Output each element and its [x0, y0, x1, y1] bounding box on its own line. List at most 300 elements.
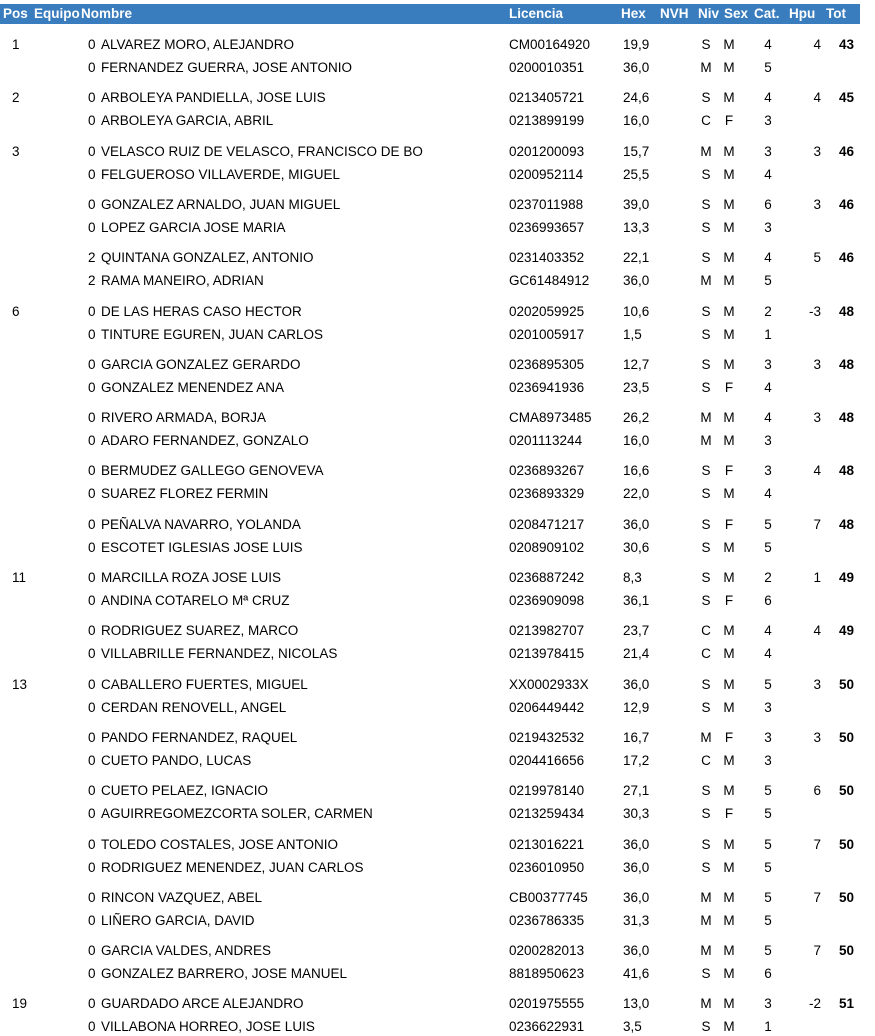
player-name: MARCILLA ROZA JOSE LUIS	[101, 570, 282, 585]
result-group	[0, 987, 875, 1035]
team-cell: 0	[88, 517, 96, 532]
license-cell: CB00377745	[509, 890, 588, 905]
player-name: AGUIRREGOMEZCORTA SOLER, CARMEN	[101, 806, 373, 821]
category-cell: 3	[764, 996, 772, 1011]
sex-cell: M	[723, 753, 735, 768]
handicap-cell: 12,9	[623, 700, 650, 715]
hpu-cell: 3	[813, 677, 821, 692]
category-cell: 4	[764, 90, 772, 105]
hpu-cell: 4	[813, 90, 821, 105]
sex-cell: M	[723, 433, 735, 448]
player-name: ALVAREZ MORO, ALEJANDRO	[101, 37, 295, 52]
result-group	[0, 668, 875, 716]
total-cell: 46	[838, 197, 854, 212]
category-cell: 5	[764, 860, 772, 875]
player-name: DE LAS HERAS CASO HECTOR	[101, 304, 302, 319]
level-cell: S	[701, 677, 711, 692]
hpu-cell: 7	[813, 517, 821, 532]
team-cell: 0	[88, 357, 96, 372]
total-cell: 49	[838, 623, 854, 638]
category-cell: 3	[764, 220, 772, 235]
player-name: VILLABONA HORREO, JOSE LUIS	[101, 1019, 315, 1034]
level-cell: M	[700, 913, 712, 928]
level-cell: S	[701, 1019, 711, 1034]
header-nombre: Nombre	[81, 6, 133, 21]
player-name: CABALLERO FUERTES, MIGUEL	[101, 677, 308, 692]
header-licencia: Licencia	[509, 6, 564, 21]
license-cell: 0236895305	[509, 357, 585, 372]
level-cell: S	[701, 463, 711, 478]
table-header	[0, 4, 860, 24]
hpu-cell: 7	[813, 943, 821, 958]
total-cell: 48	[838, 463, 854, 478]
hpu-cell: 3	[813, 357, 821, 372]
hpu-cell: 3	[813, 197, 821, 212]
total-cell: 50	[838, 837, 854, 852]
total-cell: 50	[838, 943, 854, 958]
hpu-cell: 4	[813, 623, 821, 638]
category-cell: 5	[764, 517, 772, 532]
player-name: VELASCO RUIZ DE VELASCO, FRANCISCO DE BO	[101, 144, 423, 159]
level-cell: S	[701, 540, 711, 555]
sex-cell: M	[723, 90, 735, 105]
level-cell: S	[701, 860, 711, 875]
team-cell: 0	[88, 304, 96, 319]
category-cell: 4	[764, 486, 772, 501]
team-cell: 0	[88, 623, 96, 638]
sex-cell: M	[723, 860, 735, 875]
handicap-cell: 27,1	[623, 783, 650, 798]
team-cell: 0	[88, 327, 96, 342]
team-cell: 0	[88, 220, 96, 235]
sex-cell: F	[724, 806, 734, 821]
header-tot: Tot	[826, 6, 846, 21]
player-name: GARCIA GONZALEZ GERARDO	[101, 357, 301, 372]
license-cell: CM00164920	[509, 37, 591, 52]
license-cell: 0200952114	[509, 167, 584, 182]
category-cell: 3	[764, 700, 772, 715]
player-name: LIÑERO GARCIA, DAVID	[101, 913, 255, 928]
license-cell: 0201113244	[509, 433, 583, 448]
team-cell: 0	[88, 730, 96, 745]
handicap-cell: 36,0	[623, 943, 650, 958]
category-cell: 1	[764, 1019, 772, 1034]
total-cell: 50	[838, 730, 854, 745]
license-cell: 0204416656	[509, 753, 585, 768]
level-cell: M	[700, 996, 712, 1011]
player-name: GONZALEZ MENENDEZ ANA	[101, 380, 285, 395]
category-cell: 3	[764, 433, 772, 448]
player-name: RODRIGUEZ SUAREZ, MARCO	[101, 623, 299, 638]
player-name: QUINTANA GONZALEZ, ANTONIO	[101, 250, 314, 265]
sex-cell: M	[723, 913, 735, 928]
team-cell: 0	[88, 37, 96, 52]
handicap-cell: 22,0	[623, 486, 650, 501]
handicap-cell: 22,1	[623, 250, 650, 265]
result-group	[0, 561, 875, 609]
level-cell: S	[701, 304, 711, 319]
player-name: PANDO FERNANDEZ, RAQUEL	[101, 730, 298, 745]
hpu-cell: 1	[813, 570, 821, 585]
category-cell: 5	[764, 890, 772, 905]
level-cell: M	[700, 410, 712, 425]
result-group	[0, 828, 875, 876]
team-cell: 0	[88, 677, 96, 692]
handicap-cell: 31,3	[623, 913, 650, 928]
header-cat: Cat.	[754, 6, 780, 21]
category-cell: 5	[764, 60, 772, 75]
level-cell: S	[701, 570, 711, 585]
player-name: TINTURE EGUREN, JUAN CARLOS	[101, 327, 324, 342]
license-cell: 0201200093	[509, 144, 585, 159]
category-cell: 3	[764, 357, 772, 372]
hpu-cell: 3	[813, 410, 821, 425]
handicap-cell: 36,0	[623, 860, 650, 875]
team-cell: 0	[88, 837, 96, 852]
result-group	[0, 188, 875, 236]
handicap-cell: 39,0	[623, 197, 650, 212]
player-name: GONZALEZ ARNALDO, JUAN MIGUEL	[101, 197, 341, 212]
level-cell: S	[701, 486, 711, 501]
position-cell: 2	[12, 90, 20, 105]
player-name: ADARO FERNANDEZ, GONZALO	[101, 433, 309, 448]
team-cell: 0	[88, 1019, 96, 1034]
player-name: CUETO PELAEZ, IGNACIO	[101, 783, 269, 798]
handicap-cell: 12,7	[623, 357, 650, 372]
license-cell: 0236909098	[509, 593, 585, 608]
hpu-cell: 7	[813, 890, 821, 905]
result-group	[0, 135, 875, 183]
license-cell: 0231403352	[509, 250, 585, 265]
handicap-cell: 19,9	[623, 37, 650, 52]
level-cell: S	[701, 837, 711, 852]
team-cell: 0	[88, 410, 96, 425]
level-cell: M	[700, 890, 712, 905]
sex-cell: M	[723, 943, 735, 958]
level-cell: S	[701, 380, 711, 395]
handicap-cell: 26,2	[623, 410, 650, 425]
header-sex: Sex	[724, 6, 749, 21]
player-name: TOLEDO COSTALES, JOSE ANTONIO	[101, 837, 339, 852]
total-cell: 50	[838, 783, 854, 798]
sex-cell: M	[723, 677, 735, 692]
result-group	[0, 401, 875, 449]
sex-cell: F	[724, 517, 734, 532]
player-name: RODRIGUEZ MENENDEZ, JUAN CARLOS	[101, 860, 364, 875]
team-cell: 0	[88, 90, 96, 105]
category-cell: 4	[764, 646, 772, 661]
handicap-cell: 36,0	[623, 837, 650, 852]
hpu-cell: 3	[813, 144, 821, 159]
team-cell: 0	[88, 806, 96, 821]
sex-cell: M	[723, 486, 735, 501]
sex-cell: M	[723, 327, 735, 342]
player-name: RINCON VAZQUEZ, ABEL	[101, 890, 263, 905]
handicap-cell: 36,0	[623, 517, 650, 532]
level-cell: M	[700, 144, 712, 159]
level-cell: C	[701, 623, 711, 638]
level-cell: S	[701, 517, 711, 532]
level-cell: S	[701, 593, 711, 608]
player-name: CERDAN RENOVELL, ANGEL	[101, 700, 287, 715]
level-cell: M	[700, 943, 712, 958]
team-cell: 0	[88, 486, 96, 501]
team-cell: 0	[88, 570, 96, 585]
license-cell: 0200282013	[509, 943, 585, 958]
sex-cell: M	[723, 996, 735, 1011]
license-cell: 0201005917	[509, 327, 585, 342]
license-cell: 0213259434	[509, 806, 585, 821]
result-group	[0, 934, 875, 982]
team-cell: 0	[88, 197, 96, 212]
team-cell: 2	[88, 250, 96, 265]
sex-cell: M	[723, 890, 735, 905]
team-cell: 0	[88, 144, 96, 159]
category-cell: 5	[764, 540, 772, 555]
player-name: ARBOLEYA GARCIA, ABRIL	[101, 113, 274, 128]
player-name: FELGUEROSO VILLAVERDE, MIGUEL	[101, 167, 341, 182]
license-cell: 0208909102	[509, 540, 585, 555]
sex-cell: F	[724, 463, 734, 478]
position-cell: 1	[12, 37, 20, 52]
hpu-cell: 4	[813, 463, 821, 478]
sex-cell: F	[724, 380, 734, 395]
hpu-cell: -2	[808, 996, 821, 1011]
handicap-cell: 10,6	[623, 304, 650, 319]
total-cell: 43	[838, 37, 854, 52]
total-cell: 49	[838, 570, 854, 585]
hpu-cell: 4	[813, 37, 821, 52]
player-name: RIVERO ARMADA, BORJA	[101, 410, 267, 425]
result-group	[0, 721, 875, 769]
category-cell: 4	[764, 623, 772, 638]
category-cell: 3	[764, 463, 772, 478]
license-cell: XX0002933X	[509, 677, 589, 692]
handicap-cell: 15,7	[623, 144, 650, 159]
total-cell: 48	[838, 410, 854, 425]
position-cell: 13	[12, 677, 28, 692]
sex-cell: M	[723, 37, 735, 52]
sex-cell: M	[723, 623, 735, 638]
player-name: GUARDADO ARCE ALEJANDRO	[101, 996, 304, 1011]
sex-cell: M	[723, 837, 735, 852]
handicap-cell: 30,3	[623, 806, 650, 821]
sex-cell: F	[724, 730, 734, 745]
result-group	[0, 614, 875, 662]
header-hpu: Hpu	[789, 6, 816, 21]
total-cell: 50	[838, 677, 854, 692]
result-group	[0, 454, 875, 502]
position-cell: 6	[12, 304, 20, 319]
sex-cell: M	[723, 783, 735, 798]
category-cell: 5	[764, 913, 772, 928]
level-cell: S	[701, 220, 711, 235]
team-cell: 0	[88, 913, 96, 928]
result-group	[0, 881, 875, 929]
category-cell: 3	[764, 730, 772, 745]
total-cell: 46	[838, 144, 854, 159]
license-cell: 0219978140	[509, 783, 585, 798]
hpu-cell: 6	[813, 783, 821, 798]
sex-cell: M	[723, 60, 735, 75]
position-cell: 11	[12, 570, 27, 585]
team-cell: 0	[88, 60, 96, 75]
team-cell: 0	[88, 113, 96, 128]
player-name: GONZALEZ BARRERO, JOSE MANUEL	[101, 966, 348, 981]
level-cell: S	[701, 167, 711, 182]
total-cell: 50	[838, 890, 854, 905]
hpu-cell: 5	[813, 250, 821, 265]
team-cell: 0	[88, 380, 96, 395]
handicap-cell: 36,1	[623, 593, 650, 608]
result-group	[0, 774, 875, 822]
team-cell: 0	[88, 540, 96, 555]
handicap-cell: 41,6	[623, 966, 650, 981]
sex-cell: M	[723, 250, 735, 265]
sex-cell: M	[723, 167, 735, 182]
sex-cell: M	[723, 700, 735, 715]
team-cell: 2	[88, 273, 96, 288]
team-cell: 0	[88, 996, 96, 1011]
team-cell: 0	[88, 463, 96, 478]
handicap-cell: 36,0	[623, 60, 650, 75]
license-cell: 0201975555	[509, 996, 585, 1011]
hpu-cell: -3	[808, 304, 821, 319]
level-cell: S	[701, 250, 711, 265]
player-name: CUETO PANDO, LUCAS	[101, 753, 252, 768]
handicap-cell: 16,7	[623, 730, 650, 745]
player-name: ESCOTET IGLESIAS JOSE LUIS	[101, 540, 303, 555]
team-cell: 0	[88, 860, 96, 875]
sex-cell: M	[723, 144, 735, 159]
handicap-cell: 36,0	[623, 677, 650, 692]
header-equipo: Equipo	[34, 6, 80, 21]
player-name: VILLABRILLE FERNANDEZ, NICOLAS	[101, 646, 338, 661]
category-cell: 6	[764, 593, 772, 608]
handicap-cell: 17,2	[623, 753, 650, 768]
sex-cell: F	[724, 113, 734, 128]
sex-cell: M	[723, 540, 735, 555]
player-name: LOPEZ GARCIA JOSE MARIA	[101, 220, 286, 235]
license-cell: 0236786335	[509, 913, 585, 928]
category-cell: 2	[764, 570, 772, 585]
license-cell: 0236887242	[509, 570, 585, 585]
license-cell: 0236893329	[509, 486, 585, 501]
handicap-cell: 3,5	[623, 1019, 642, 1034]
license-cell: 0236993657	[509, 220, 585, 235]
result-group	[0, 28, 875, 76]
total-cell: 48	[838, 517, 854, 532]
total-cell: 51	[838, 996, 854, 1011]
handicap-cell: 16,0	[623, 433, 650, 448]
level-cell: S	[701, 197, 711, 212]
handicap-cell: 25,5	[623, 167, 650, 182]
team-cell: 0	[88, 167, 96, 182]
category-cell: 1	[764, 327, 772, 342]
team-cell: 0	[88, 433, 96, 448]
license-cell: 8818950623	[509, 966, 585, 981]
level-cell: S	[701, 357, 711, 372]
player-name: ANDINA COTARELO Mª CRUZ	[101, 593, 290, 608]
level-cell: M	[700, 730, 712, 745]
player-name: RAMA MANEIRO, ADRIAN	[101, 273, 264, 288]
team-cell: 0	[88, 943, 96, 958]
handicap-cell: 8,3	[623, 570, 642, 585]
category-cell: 2	[764, 304, 772, 319]
category-cell: 4	[764, 37, 772, 52]
header-pos: Pos	[3, 6, 28, 21]
license-cell: 0213982707	[509, 623, 585, 638]
level-cell: C	[701, 113, 711, 128]
header-niv: Niv	[698, 6, 720, 21]
category-cell: 4	[764, 167, 772, 182]
team-cell: 0	[88, 966, 96, 981]
total-cell: 45	[838, 90, 854, 105]
result-group	[0, 81, 875, 129]
license-cell: GC61484912	[509, 273, 590, 288]
category-cell: 6	[764, 966, 772, 981]
category-cell: 5	[764, 677, 772, 692]
level-cell: S	[701, 37, 711, 52]
handicap-cell: 23,7	[623, 623, 650, 638]
category-cell: 5	[764, 943, 772, 958]
player-name: GARCIA VALDES, ANDRES	[101, 943, 272, 958]
license-cell: 0213978415	[509, 646, 585, 661]
level-cell: S	[701, 806, 711, 821]
total-cell: 46	[838, 250, 854, 265]
player-name: BERMUDEZ GALLEGO GENOVEVA	[101, 463, 324, 478]
license-cell: 0213016221	[509, 837, 585, 852]
level-cell: M	[700, 433, 712, 448]
license-cell: 0219432532	[509, 730, 585, 745]
level-cell: M	[700, 60, 712, 75]
sex-cell: M	[723, 646, 735, 661]
handicap-cell: 1,5	[623, 327, 642, 342]
sex-cell: M	[723, 1019, 735, 1034]
handicap-cell: 13,0	[623, 996, 650, 1011]
player-name: FERNANDEZ GUERRA, JOSE ANTONIO	[101, 60, 353, 75]
handicap-cell: 21,4	[623, 646, 650, 661]
handicap-cell: 30,6	[623, 540, 650, 555]
category-cell: 5	[764, 837, 772, 852]
result-group	[0, 295, 875, 343]
category-cell: 4	[764, 250, 772, 265]
sex-cell: M	[723, 197, 735, 212]
player-name: PEÑALVA NAVARRO, YOLANDA	[101, 517, 301, 532]
category-cell: 4	[764, 380, 772, 395]
sex-cell: M	[723, 220, 735, 235]
license-cell: 0202059925	[509, 304, 585, 319]
level-cell: S	[701, 966, 711, 981]
sex-cell: F	[724, 593, 734, 608]
hpu-cell: 7	[813, 837, 821, 852]
category-cell: 5	[764, 273, 772, 288]
category-cell: 5	[764, 806, 772, 821]
level-cell: C	[701, 753, 711, 768]
result-group	[0, 508, 875, 556]
sex-cell: M	[723, 273, 735, 288]
handicap-cell: 36,0	[623, 273, 650, 288]
sex-cell: M	[723, 357, 735, 372]
license-cell: 0236010950	[509, 860, 585, 875]
hpu-cell: 3	[813, 730, 821, 745]
team-cell: 0	[88, 700, 96, 715]
license-cell: 0213405721	[509, 90, 585, 105]
category-cell: 6	[764, 197, 772, 212]
license-cell: 0208471217	[509, 517, 585, 532]
sex-cell: M	[723, 570, 735, 585]
header-hex: Hex	[621, 6, 646, 21]
